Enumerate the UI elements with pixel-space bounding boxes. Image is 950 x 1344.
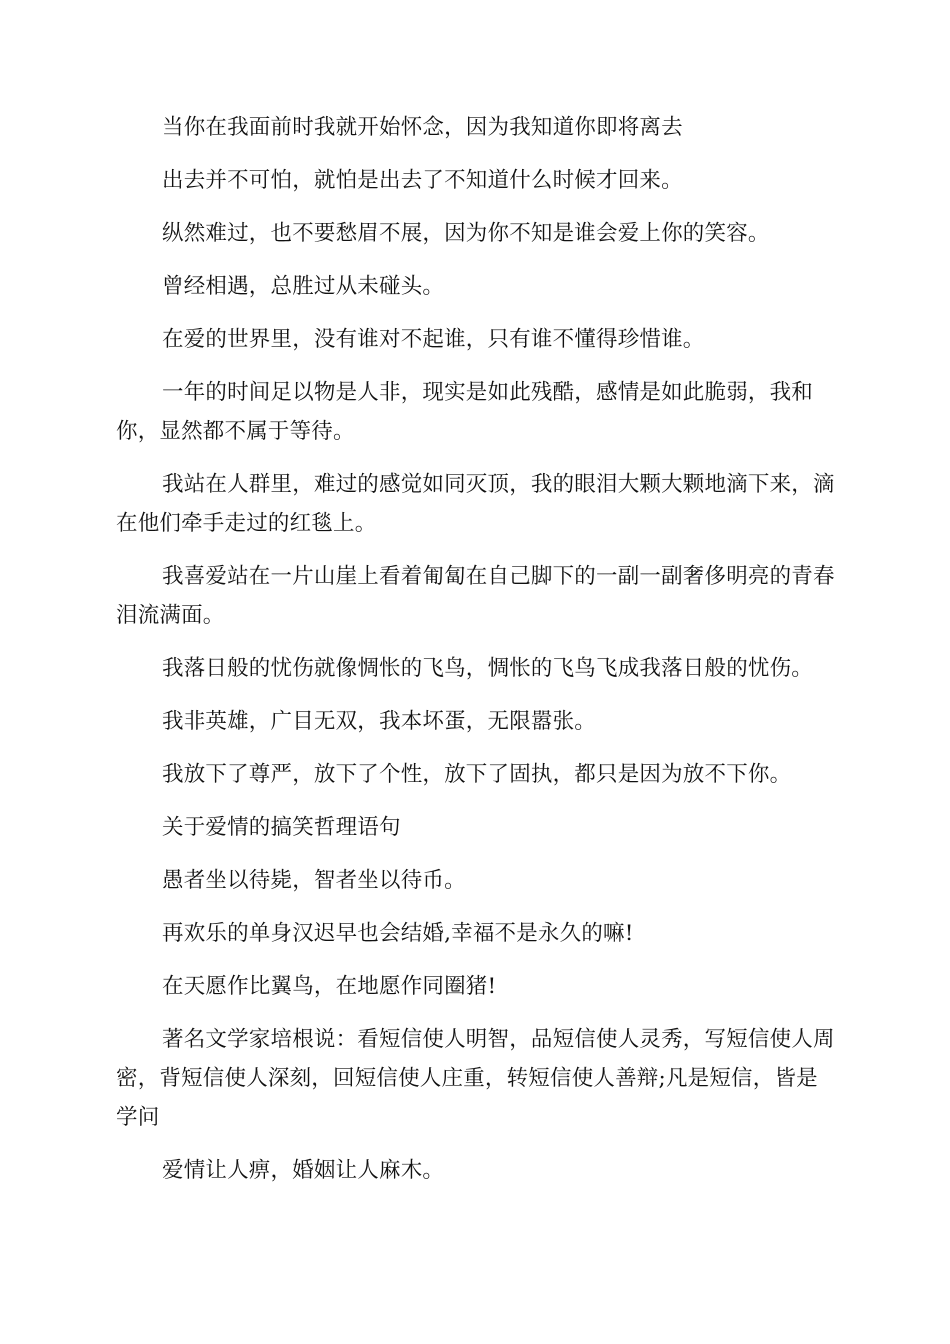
document-body: [116, 108, 836, 1204]
paragraph: 曾经相遇，总胜过从未碰头。: [162, 274, 445, 299]
paragraph: 我站在人群里，难过的感觉如同灭顶，我的眼泪大颗大颗地滴下来，滴在他们牵手走过的红毯上。: [116, 472, 835, 536]
paragraph: 我非英雄，广目无双，我本坏蛋，无限嚣张。: [162, 709, 597, 734]
paragraph: 愚者坐以待毙，智者坐以待币。: [162, 868, 466, 893]
paragraph: 在爱的世界里，没有谁对不起谁，只有谁不懂得珍惜谁。: [162, 327, 705, 352]
paragraph: 我落日般的忧伤就像惆怅的飞鸟，惆怅的飞鸟飞成我落日般的忧伤。: [162, 656, 814, 681]
paragraph: 纵然难过，也不要愁眉不展，因为你不知是谁会爱上你的笑容。: [162, 221, 770, 246]
paragraph: 一年的时间足以物是人非，现实是如此残酷，感情是如此脆弱，我和你，显然都不属于等待。: [116, 380, 814, 444]
paragraph: 再欢乐的单身汉迟早也会结婚,幸福不是永久的嘛!: [162, 921, 634, 946]
paragraph: 我喜爱站在一片山崖上看着匍匐在自己脚下的一副一副奢侈明亮的青春泪流满面。: [116, 564, 835, 628]
section-heading: 关于爱情的搞笑哲理语句: [162, 815, 401, 840]
paragraph: 我放下了尊严，放下了个性，放下了固执，都只是因为放不下你。: [162, 762, 792, 787]
paragraph: 出去并不可怕，就怕是出去了不知道什么时候才回来。: [162, 168, 683, 193]
paragraph: 爱情让人痹，婚姻让人麻木。: [162, 1158, 445, 1183]
paragraph: 当你在我面前时我就开始怀念，因为我知道你即将离去: [162, 115, 683, 140]
paragraph: 著名文学家培根说：看短信使人明智，品短信使人灵秀，写短信使人周密，背短信使人深刻，回短信使人庄重，转短信使人善辩;凡是短信，皆是学问: [116, 1027, 835, 1130]
paragraph: 在天愿作比翼鸟，在地愿作同圈猪!: [162, 974, 497, 999]
